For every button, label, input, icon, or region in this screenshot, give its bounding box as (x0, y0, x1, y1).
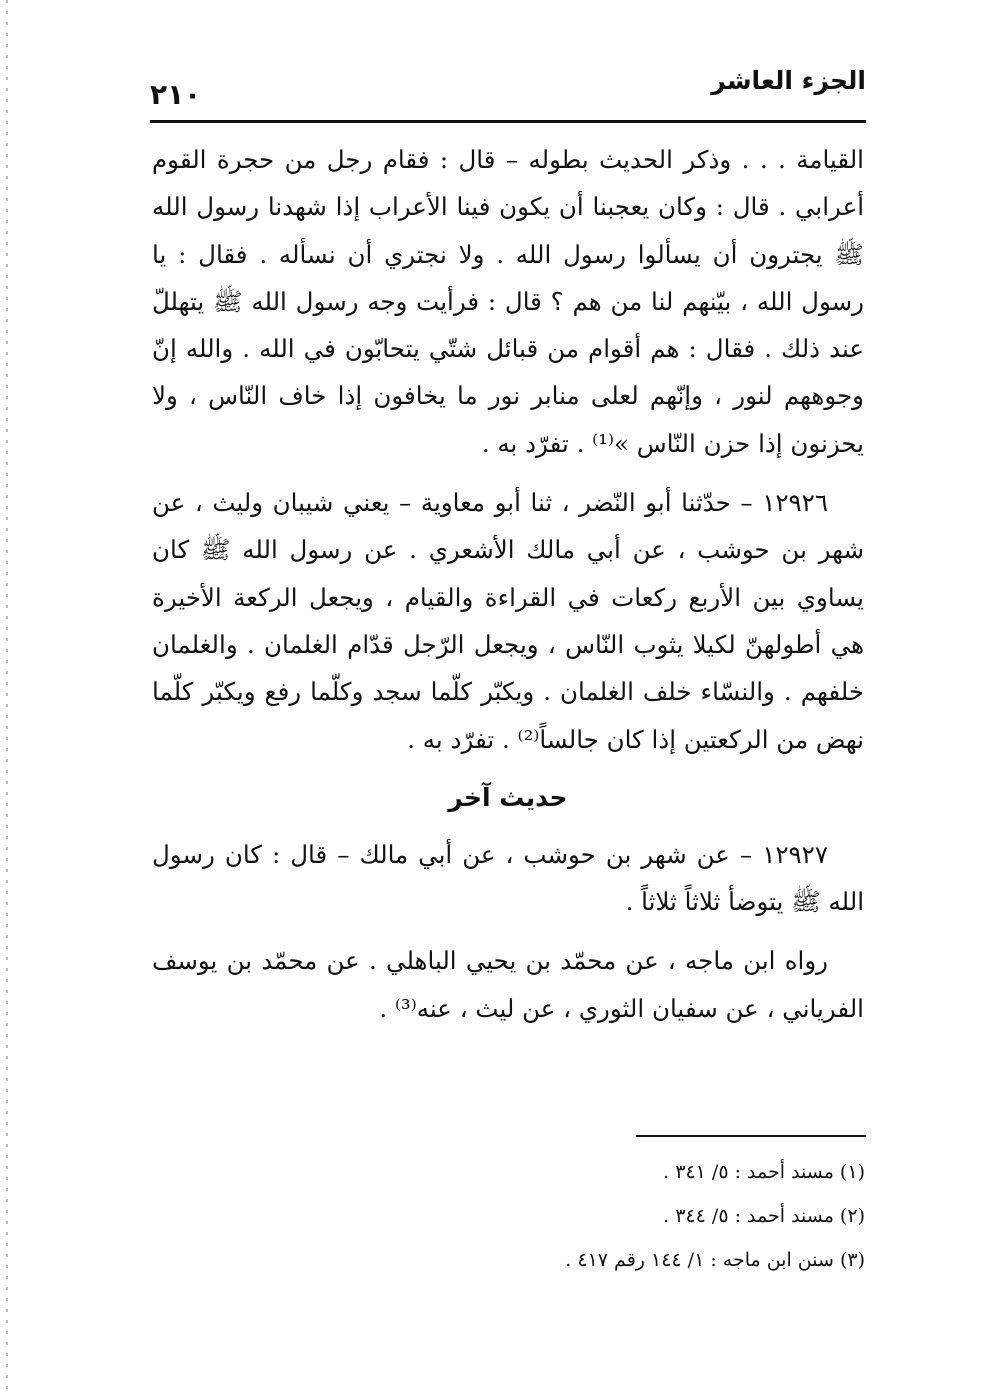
paragraph-hadith-12927: ١٢٩٢٧ – عن شهر بن حوشب ، عن أبي مالك – قال : كان رسول الله ﷺ يتوضأ ثلاثاً ثلاثاً . (152, 839, 864, 917)
footnote-1: (١) مسند أحمد : ٥/ ٣٤١ . (663, 1161, 865, 1183)
paragraph-hadith-12926: ١٢٩٢٦ – حدّثنا أبو النّضر ، ثنا أبو معاوية – يعني شيبان وليث ، عن شهر بن حوشب ، عن أبي مالك الأشعري . عن رسول الله ﷺ كان يساوي بين الأربع ركعات في القراءة والقيام ، ويجعل الركعة الأخيرة هي أطولهنّ لكيلا يثوب النّاس ، ويجعل الرّجل قدّام الغلمان . والغلمان خلفهم . والنسّاء خلف الغلمان . ويكبّر كلّما سجد وكلّما رفع ويكبّر كلّما نهض من الركعتين إذا كان جالساً⁽²⁾ . تفرّد به . (152, 488, 864, 754)
page-number: ٢١٠ (150, 78, 202, 111)
main-text (152, 136, 864, 1032)
paragraph-hadith-end: القيامة . . . وذكر الحديث بطوله – قال : فقام رجل من حجرة القوم أعرابي . قال : وكان يعجبنا أن يكون فينا الأعراب إذا شهدنا رسول الله ﷺ يجترون أن يسألوا رسول الله . ولا نجتري أن نسأله . فقال : يا رسول الله ، بيّنهم لنا من هم ؟ قال : فرأيت وجه رسول الله ﷺ يتهللّ عند ذلك . فقال : هم أقوام من قبائل شتّي يتحابّون في الله . والله إنّ وجوههم لنور ، وإنّهم لعلى منابر نور ما يخافون إذا خاف النّاس ، ولا يحزنون إذا حزن النّاس »⁽¹⁾ . تفرّد به . (152, 145, 864, 458)
section-title: حديث آخر (448, 782, 568, 812)
running-title: الجزء العاشر (711, 66, 866, 95)
header-rule (150, 120, 866, 123)
binding-margin (6, 0, 8, 1396)
paragraph-ibn-majah: رواه ابن ماجه ، عن محمّد بن يحيي الباهلي . عن محمّد بن يوسف الفرياني ، عن سفيان الثوري ، عن ليث ، عنه⁽³⁾ . (152, 946, 864, 1023)
page-header (150, 58, 866, 118)
footnote-3: (٣) سنن ابن ماجه : ١/ ١٤٤ رقم ٤١٧ . (565, 1249, 865, 1271)
footnotes (400, 1150, 865, 1282)
footnote-2: (٢) مسند أحمد : ٥/ ٣٤٤ . (663, 1205, 865, 1227)
footnote-rule (636, 1135, 866, 1137)
